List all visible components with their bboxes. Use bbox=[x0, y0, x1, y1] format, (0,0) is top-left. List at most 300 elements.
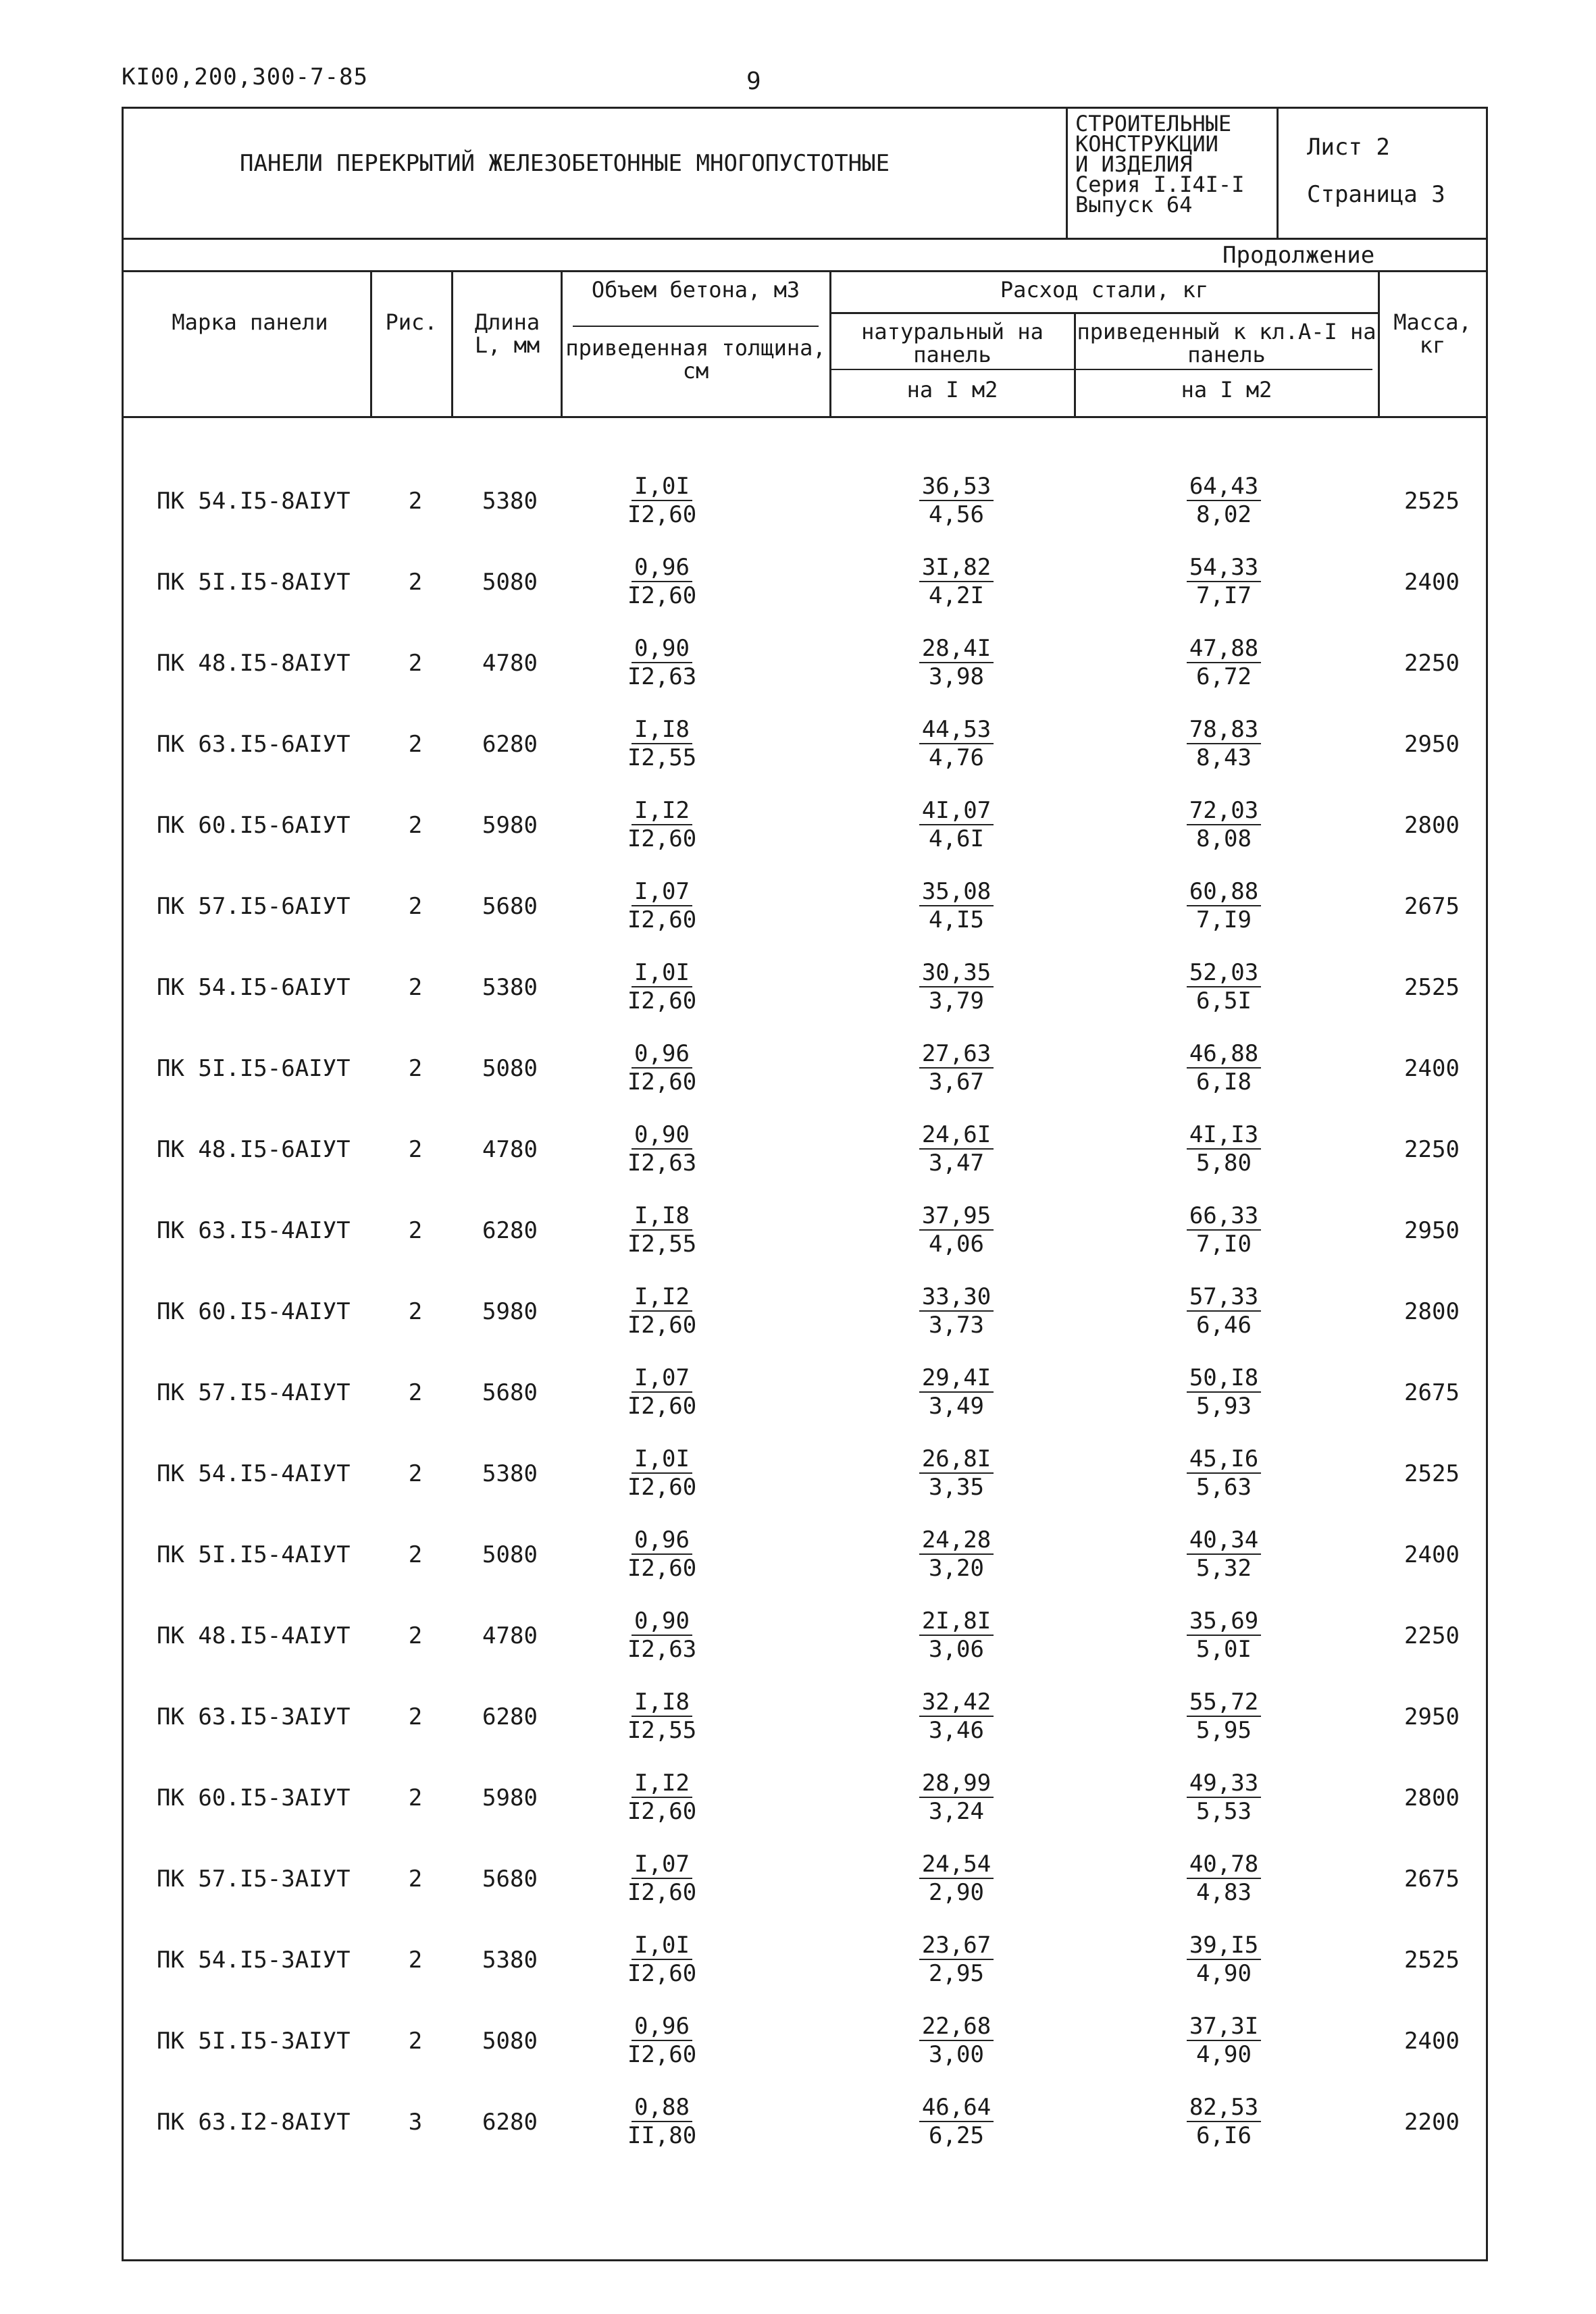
reduced-steel bbox=[1156, 959, 1291, 1014]
panel-length: 6280 bbox=[482, 1703, 538, 1730]
panel-mark: ПК 63.I5-4АIУТ bbox=[157, 1217, 351, 1244]
concrete-volume-thickness-denominator: I2,60 bbox=[627, 1312, 697, 1339]
natural-steel bbox=[889, 1770, 1024, 1825]
natural-steel-numerator: 2I,8I bbox=[919, 1608, 994, 1636]
reduced-steel-numerator: 50,I8 bbox=[1187, 1364, 1261, 1393]
concrete-volume-thickness bbox=[594, 1932, 729, 1987]
reduced-steel-numerator: 47,88 bbox=[1187, 635, 1261, 663]
header-col-div-5 bbox=[1074, 312, 1076, 417]
concrete-volume-thickness-numerator: 0,96 bbox=[632, 554, 692, 582]
panel-length: 5680 bbox=[482, 1866, 538, 1893]
concrete-volume-thickness-numerator: 0,90 bbox=[632, 1608, 692, 1636]
reduced-steel-numerator: 40,34 bbox=[1187, 1526, 1261, 1555]
reduced-steel-denominator: 5,32 bbox=[1196, 1555, 1252, 1582]
concrete-volume-thickness bbox=[594, 1689, 729, 1744]
panel-mass: 2675 bbox=[1404, 893, 1460, 920]
steel-sub-line bbox=[831, 312, 1378, 314]
concrete-volume-thickness-numerator: I,I8 bbox=[632, 1689, 692, 1717]
title-divider-1 bbox=[1066, 107, 1068, 239]
reduced-steel-denominator: 7,I7 bbox=[1196, 582, 1252, 609]
panel-mass: 2950 bbox=[1404, 731, 1460, 758]
header-reduced-thickness: приведенная толщина, см bbox=[565, 335, 826, 384]
concrete-volume-thickness bbox=[594, 716, 729, 771]
natural-steel-denominator: 4,06 bbox=[929, 1231, 984, 1258]
reduced-steel bbox=[1156, 1283, 1291, 1339]
concrete-volume-thickness-numerator: 0,96 bbox=[632, 1526, 692, 1555]
natural-steel bbox=[889, 716, 1024, 771]
concrete-volume-thickness bbox=[594, 1851, 729, 1906]
reduced-steel bbox=[1156, 2013, 1291, 2068]
panel-mark: ПК 5I.I5-8АIУТ bbox=[157, 569, 351, 596]
concrete-volume-thickness bbox=[594, 1364, 729, 1420]
reduced-steel-numerator: 57,33 bbox=[1187, 1283, 1261, 1312]
figure-number: 2 bbox=[408, 1136, 423, 1163]
panel-length: 5380 bbox=[482, 488, 538, 515]
panel-mark: ПК 54.I5-4АIУТ bbox=[157, 1460, 351, 1487]
series-line-5: Выпуск 64 bbox=[1075, 192, 1193, 217]
natural-steel bbox=[889, 1526, 1024, 1582]
concrete-volume-thickness bbox=[594, 1445, 729, 1501]
panel-length: 4780 bbox=[482, 1622, 538, 1649]
panel-length: 5980 bbox=[482, 1298, 538, 1325]
reduced-steel bbox=[1156, 878, 1291, 933]
frame-top-line bbox=[122, 107, 1488, 109]
frame-right-line bbox=[1486, 107, 1488, 2261]
header-natural: натуральный на панель bbox=[861, 319, 1044, 367]
panel-mass: 2250 bbox=[1404, 1136, 1460, 1163]
concrete-volume-thickness bbox=[594, 1608, 729, 1663]
concrete-volume-thickness bbox=[594, 1202, 729, 1258]
concrete-volume-thickness bbox=[594, 554, 729, 609]
reduced-steel-numerator: 55,72 bbox=[1187, 1689, 1261, 1717]
natural-steel-numerator: 36,53 bbox=[919, 473, 994, 501]
concrete-volume-thickness-numerator: I,I8 bbox=[632, 716, 692, 744]
concrete-volume-thickness-numerator: I,I2 bbox=[632, 1770, 692, 1798]
panel-mass: 2950 bbox=[1404, 1217, 1460, 1244]
panel-length: 5380 bbox=[482, 1947, 538, 1974]
natural-steel bbox=[889, 959, 1024, 1014]
figure-number: 2 bbox=[408, 2028, 423, 2055]
panel-mass: 2675 bbox=[1404, 1379, 1460, 1406]
concrete-volume-thickness bbox=[594, 878, 729, 933]
header-col-div-3 bbox=[561, 270, 563, 417]
natural-steel-denominator: 2,95 bbox=[929, 1960, 984, 1987]
natural-steel bbox=[889, 1932, 1024, 1987]
concrete-volume-thickness-numerator: I,I2 bbox=[632, 797, 692, 825]
series-block bbox=[1075, 113, 1244, 215]
reduced-steel-numerator: 66,33 bbox=[1187, 1202, 1261, 1231]
reduced-steel bbox=[1156, 473, 1291, 528]
panel-length: 5980 bbox=[482, 812, 538, 839]
reduced-steel-denominator: 8,02 bbox=[1196, 501, 1252, 528]
natural-steel-denominator: 3,00 bbox=[929, 2041, 984, 2068]
reduced-steel bbox=[1156, 1932, 1291, 1987]
reduced-steel bbox=[1156, 1770, 1291, 1825]
concrete-volume-thickness bbox=[594, 473, 729, 528]
reduced-steel-numerator: 52,03 bbox=[1187, 959, 1261, 987]
natural-steel-denominator: 4,56 bbox=[929, 501, 984, 528]
panel-mark: ПК 54.I5-8АIУТ bbox=[157, 488, 351, 515]
reduced-steel-denominator: 4,90 bbox=[1196, 2041, 1252, 2068]
header-col-div-4 bbox=[829, 270, 831, 417]
reduced-steel bbox=[1156, 554, 1291, 609]
concrete-volume-thickness bbox=[594, 1121, 729, 1177]
figure-number: 2 bbox=[408, 731, 423, 758]
header-bottom-line bbox=[122, 416, 1488, 418]
title-divider-2 bbox=[1277, 107, 1279, 239]
panel-mass: 2525 bbox=[1404, 974, 1460, 1001]
document-title: ПАНЕЛИ ПЕРЕКРЫТИЙ ЖЕЛЕЗОБЕТОННЫЕ МНОГОПУСТОТНЫЕ bbox=[240, 150, 890, 177]
reduced-steel-numerator: 60,88 bbox=[1187, 878, 1261, 906]
reduced-steel bbox=[1156, 1526, 1291, 1582]
continuation-label: Продолжение bbox=[1222, 242, 1375, 269]
panel-length: 4780 bbox=[482, 1136, 538, 1163]
natural-steel bbox=[889, 878, 1024, 933]
panel-mass: 2525 bbox=[1404, 488, 1460, 515]
panel-length: 5380 bbox=[482, 1460, 538, 1487]
panel-length: 5680 bbox=[482, 1379, 538, 1406]
panel-mass: 2950 bbox=[1404, 1703, 1460, 1730]
reduced-steel bbox=[1156, 1445, 1291, 1501]
header-mass: Масса, кг bbox=[1393, 309, 1472, 358]
concrete-volume-thickness-denominator: I2,60 bbox=[627, 1879, 697, 1906]
concrete-volume-thickness-denominator: I2,60 bbox=[627, 582, 697, 609]
concrete-volume-thickness-denominator: I2,60 bbox=[627, 825, 697, 852]
natural-steel bbox=[889, 797, 1024, 852]
header-per-m2-natural: на I м2 bbox=[906, 377, 998, 403]
panel-mass: 2675 bbox=[1404, 1866, 1460, 1893]
header-per-m2-reduced: на I м2 bbox=[1181, 377, 1272, 403]
reduced-steel-denominator: 4,83 bbox=[1196, 1879, 1252, 1906]
reduced-steel-numerator: 78,83 bbox=[1187, 716, 1261, 744]
reduced-steel-denominator: 5,63 bbox=[1196, 1474, 1252, 1501]
concrete-volume-thickness bbox=[594, 1283, 729, 1339]
concrete-volume-thickness bbox=[594, 1040, 729, 1096]
reduced-steel bbox=[1156, 1121, 1291, 1177]
header-fig: Рис. bbox=[385, 309, 438, 335]
natural-steel-denominator: 4,76 bbox=[929, 744, 984, 771]
concrete-volume-thickness-denominator: I2,60 bbox=[627, 1069, 697, 1096]
panel-mark: ПК 63.I5-3АIУТ bbox=[157, 1703, 351, 1730]
reduced-steel-denominator: 5,0I bbox=[1196, 1636, 1252, 1663]
concrete-volume-thickness-denominator: I2,63 bbox=[627, 663, 697, 690]
series-line-1: СТРОИТЕЛЬНЫЕ bbox=[1075, 111, 1232, 136]
natural-steel bbox=[889, 1202, 1024, 1258]
natural-steel-numerator: 24,54 bbox=[919, 1851, 994, 1879]
reduced-steel-denominator: 7,I9 bbox=[1196, 906, 1252, 933]
reduced-steel bbox=[1156, 1608, 1291, 1663]
natural-steel bbox=[889, 554, 1024, 609]
panel-mass: 2800 bbox=[1404, 812, 1460, 839]
figure-number: 2 bbox=[408, 1947, 423, 1974]
natural-steel-denominator: 3,67 bbox=[929, 1069, 984, 1096]
natural-sub-line bbox=[831, 369, 1074, 370]
natural-steel bbox=[889, 2013, 1024, 2068]
panel-mark: ПК 54.I5-6АIУТ bbox=[157, 974, 351, 1001]
reduced-steel-numerator: 40,78 bbox=[1187, 1851, 1261, 1879]
natural-steel bbox=[889, 1689, 1024, 1744]
reduced-steel-numerator: 64,43 bbox=[1187, 473, 1261, 501]
panel-length: 5080 bbox=[482, 1541, 538, 1568]
concrete-volume-thickness-numerator: I,I8 bbox=[632, 1202, 692, 1231]
concrete-volume-thickness-numerator: I,0I bbox=[632, 1445, 692, 1474]
panel-mark: ПК 60.I5-6АIУТ bbox=[157, 812, 351, 839]
figure-number: 2 bbox=[408, 1784, 423, 1811]
concrete-volume-thickness-denominator: I2,63 bbox=[627, 1636, 697, 1663]
natural-steel bbox=[889, 473, 1024, 528]
natural-steel-numerator: 3I,82 bbox=[919, 554, 994, 582]
panel-mark: ПК 54.I5-3АIУТ bbox=[157, 1947, 351, 1974]
natural-steel-numerator: 46,64 bbox=[919, 2094, 994, 2122]
reduced-steel-numerator: 82,53 bbox=[1187, 2094, 1261, 2122]
natural-steel-numerator: 22,68 bbox=[919, 2013, 994, 2041]
panel-length: 6280 bbox=[482, 1217, 538, 1244]
panel-mass: 2400 bbox=[1404, 569, 1460, 596]
panel-mass: 2525 bbox=[1404, 1947, 1460, 1974]
concrete-volume-thickness-numerator: I,07 bbox=[632, 1851, 692, 1879]
header-mark: Марка панели bbox=[172, 309, 328, 335]
concrete-volume-thickness-numerator: I,I2 bbox=[632, 1283, 692, 1312]
panel-length: 5080 bbox=[482, 2028, 538, 2055]
reduced-steel bbox=[1156, 1851, 1291, 1906]
concrete-volume-thickness bbox=[594, 1770, 729, 1825]
panel-length: 5680 bbox=[482, 893, 538, 920]
natural-steel-denominator: 3,49 bbox=[929, 1393, 984, 1420]
reduced-steel-denominator: 5,80 bbox=[1196, 1150, 1252, 1177]
panel-mark: ПК 57.I5-4АIУТ bbox=[157, 1379, 351, 1406]
panel-mass: 2400 bbox=[1404, 2028, 1460, 2055]
figure-number: 2 bbox=[408, 893, 423, 920]
reduced-steel-numerator: 39,I5 bbox=[1187, 1932, 1261, 1960]
concrete-volume-thickness-numerator: I,0I bbox=[632, 1932, 692, 1960]
panel-length: 6280 bbox=[482, 731, 538, 758]
panel-length: 5980 bbox=[482, 1784, 538, 1811]
panel-mark: ПК 57.I5-3АIУТ bbox=[157, 1866, 351, 1893]
natural-steel-denominator: 2,90 bbox=[929, 1879, 984, 1906]
figure-number: 2 bbox=[408, 650, 423, 677]
natural-steel-denominator: 3,20 bbox=[929, 1555, 984, 1582]
natural-steel-denominator: 3,47 bbox=[929, 1150, 984, 1177]
document-code: КI00,200,300-7-85 bbox=[122, 63, 368, 91]
figure-number: 2 bbox=[408, 1217, 423, 1244]
title-block-bottom-line bbox=[122, 238, 1488, 240]
concrete-volume-thickness bbox=[594, 1526, 729, 1582]
concrete-volume-thickness-denominator: I2,60 bbox=[627, 501, 697, 528]
header-length: Длина L, мм bbox=[474, 309, 540, 358]
reduced-steel bbox=[1156, 797, 1291, 852]
concrete-volume-thickness-numerator: 0,90 bbox=[632, 1121, 692, 1150]
natural-steel-denominator: 3,79 bbox=[929, 987, 984, 1014]
header-steel: Расход стали, кг bbox=[1000, 277, 1209, 303]
frame-left-line bbox=[122, 107, 124, 2261]
natural-steel-numerator: 24,28 bbox=[919, 1526, 994, 1555]
reduced-steel-denominator: 5,53 bbox=[1196, 1798, 1252, 1825]
panel-mass: 2250 bbox=[1404, 650, 1460, 677]
concrete-volume-thickness-numerator: I,0I bbox=[632, 959, 692, 987]
reduced-steel-denominator: 6,I6 bbox=[1196, 2122, 1252, 2149]
concrete-volume-thickness-numerator: 0,96 bbox=[632, 2013, 692, 2041]
page-number: 9 bbox=[746, 68, 761, 95]
figure-number: 3 bbox=[408, 2109, 423, 2136]
figure-number: 2 bbox=[408, 569, 423, 596]
reduced-steel-denominator: 5,93 bbox=[1196, 1393, 1252, 1420]
frame-bottom-line bbox=[122, 2259, 1488, 2261]
concrete-volume-thickness-numerator: 0,88 bbox=[632, 2094, 692, 2122]
panel-mark: ПК 63.I5-6АIУТ bbox=[157, 731, 351, 758]
reduced-steel bbox=[1156, 1040, 1291, 1096]
concrete-volume-thickness-denominator: I2,55 bbox=[627, 1231, 697, 1258]
panel-length: 5080 bbox=[482, 1055, 538, 1082]
natural-steel bbox=[889, 1445, 1024, 1501]
natural-steel bbox=[889, 1851, 1024, 1906]
panel-length: 4780 bbox=[482, 650, 538, 677]
reduced-steel-denominator: 4,90 bbox=[1196, 1960, 1252, 1987]
panel-mark: ПК 5I.I5-4АIУТ bbox=[157, 1541, 351, 1568]
figure-number: 2 bbox=[408, 1055, 423, 1082]
concrete-volume-thickness-numerator: 0,90 bbox=[632, 635, 692, 663]
concrete-volume-thickness-numerator: I,07 bbox=[632, 1364, 692, 1393]
concrete-volume-thickness bbox=[594, 2013, 729, 2068]
concrete-volume-thickness-numerator: I,0I bbox=[632, 473, 692, 501]
natural-steel-denominator: 6,25 bbox=[929, 2122, 984, 2149]
panel-mark: ПК 5I.I5-3АIУТ bbox=[157, 2028, 351, 2055]
natural-steel-numerator: 23,67 bbox=[919, 1932, 994, 1960]
natural-steel-numerator: 4I,07 bbox=[919, 797, 994, 825]
reduced-steel-denominator: 8,43 bbox=[1196, 744, 1252, 771]
natural-steel-numerator: 35,08 bbox=[919, 878, 994, 906]
reduced-steel-denominator: 7,I0 bbox=[1196, 1231, 1252, 1258]
natural-steel-denominator: 3,35 bbox=[929, 1474, 984, 1501]
concrete-volume-thickness-denominator: I2,60 bbox=[627, 1555, 697, 1582]
concrete-volume-thickness-denominator: I2,55 bbox=[627, 744, 697, 771]
panel-length: 6280 bbox=[482, 2109, 538, 2136]
panel-mass: 2800 bbox=[1404, 1784, 1460, 1811]
panel-mass: 2200 bbox=[1404, 2109, 1460, 2136]
reduced-steel-denominator: 6,72 bbox=[1196, 663, 1252, 690]
figure-number: 2 bbox=[408, 812, 423, 839]
concrete-volume-thickness-denominator: I2,60 bbox=[627, 906, 697, 933]
panel-mark: ПК 48.I5-4АIУТ bbox=[157, 1622, 351, 1649]
concrete-volume-thickness-denominator: I2,60 bbox=[627, 1474, 697, 1501]
reduced-steel-numerator: 46,88 bbox=[1187, 1040, 1261, 1069]
reduced-steel bbox=[1156, 1364, 1291, 1420]
panel-mass: 2400 bbox=[1404, 1541, 1460, 1568]
natural-steel-denominator: 3,24 bbox=[929, 1798, 984, 1825]
concrete-volume-thickness bbox=[594, 797, 729, 852]
concrete-volume-thickness-denominator: I2,63 bbox=[627, 1150, 697, 1177]
concrete-volume-thickness-numerator: I,07 bbox=[632, 878, 692, 906]
reduced-steel-numerator: 37,3I bbox=[1187, 2013, 1261, 2041]
series-line-2: КОНСТРУКЦИИ bbox=[1075, 131, 1218, 157]
panel-length: 5080 bbox=[482, 569, 538, 596]
panel-mark: ПК 5I.I5-6АIУТ bbox=[157, 1055, 351, 1082]
concrete-volume-thickness bbox=[594, 2094, 729, 2149]
concrete-volume-thickness-denominator: I2,60 bbox=[627, 1393, 697, 1420]
figure-number: 2 bbox=[408, 1541, 423, 1568]
figure-number: 2 bbox=[408, 974, 423, 1001]
natural-steel-numerator: 29,4I bbox=[919, 1364, 994, 1393]
natural-steel-numerator: 32,42 bbox=[919, 1689, 994, 1717]
natural-steel bbox=[889, 1364, 1024, 1420]
natural-steel-denominator: 4,6I bbox=[929, 825, 984, 852]
concrete-volume-thickness-denominator: I2,60 bbox=[627, 1798, 697, 1825]
concrete-volume-thickness bbox=[594, 959, 729, 1014]
concrete-volume-thickness-numerator: 0,96 bbox=[632, 1040, 692, 1069]
reduced-steel bbox=[1156, 716, 1291, 771]
reduced-steel bbox=[1156, 1689, 1291, 1744]
reduced-steel-denominator: 5,95 bbox=[1196, 1717, 1252, 1744]
panel-mark: ПК 57.I5-6АIУТ bbox=[157, 893, 351, 920]
header-concrete: Объем бетона, м3 bbox=[591, 277, 800, 303]
header-col-div-1 bbox=[370, 270, 372, 417]
panel-mass: 2525 bbox=[1404, 1460, 1460, 1487]
concrete-sub-line bbox=[573, 326, 819, 327]
concrete-volume-thickness-denominator: I2,60 bbox=[627, 1960, 697, 1987]
header-reduced-a1: приведенный к кл.А-I на панель bbox=[1077, 319, 1376, 367]
figure-number: 2 bbox=[408, 1298, 423, 1325]
reduced-steel-numerator: 45,I6 bbox=[1187, 1445, 1261, 1474]
natural-steel-denominator: 4,2I bbox=[929, 582, 984, 609]
natural-steel bbox=[889, 1040, 1024, 1096]
natural-steel-numerator: 28,4I bbox=[919, 635, 994, 663]
natural-steel-numerator: 28,99 bbox=[919, 1770, 994, 1798]
reduced-steel-numerator: 49,33 bbox=[1187, 1770, 1261, 1798]
concrete-volume-thickness-denominator: I2,60 bbox=[627, 2041, 697, 2068]
natural-steel-numerator: 26,8I bbox=[919, 1445, 994, 1474]
series-line-3: И ИЗДЕЛИЯ bbox=[1075, 151, 1193, 177]
natural-steel bbox=[889, 1608, 1024, 1663]
concrete-volume-thickness-denominator: II,80 bbox=[627, 2122, 697, 2149]
concrete-volume-thickness-denominator: I2,60 bbox=[627, 987, 697, 1014]
natural-steel-numerator: 44,53 bbox=[919, 716, 994, 744]
reduced-steel-denominator: 8,08 bbox=[1196, 825, 1252, 852]
figure-number: 2 bbox=[408, 488, 423, 515]
natural-steel-denominator: 4,I5 bbox=[929, 906, 984, 933]
header-top-line bbox=[122, 270, 1488, 272]
panel-mass: 2800 bbox=[1404, 1298, 1460, 1325]
panel-mass: 2250 bbox=[1404, 1622, 1460, 1649]
natural-steel bbox=[889, 635, 1024, 690]
concrete-volume-thickness bbox=[594, 635, 729, 690]
reduced-steel bbox=[1156, 1202, 1291, 1258]
natural-steel bbox=[889, 2094, 1024, 2149]
natural-steel-numerator: 24,6I bbox=[919, 1121, 994, 1150]
reduced-steel-numerator: 72,03 bbox=[1187, 797, 1261, 825]
natural-steel-numerator: 37,95 bbox=[919, 1202, 994, 1231]
panel-length: 5380 bbox=[482, 974, 538, 1001]
panel-mark: ПК 48.I5-8АIУТ bbox=[157, 650, 351, 677]
reduced-steel-numerator: 35,69 bbox=[1187, 1608, 1261, 1636]
reduced-steel-numerator: 54,33 bbox=[1187, 554, 1261, 582]
natural-steel bbox=[889, 1121, 1024, 1177]
natural-steel-denominator: 3,73 bbox=[929, 1312, 984, 1339]
header-col-div-6 bbox=[1378, 270, 1380, 417]
page-label: Страница 3 bbox=[1307, 181, 1445, 208]
natural-steel-numerator: 33,30 bbox=[919, 1283, 994, 1312]
panel-mark: ПК 48.I5-6АIУТ bbox=[157, 1136, 351, 1163]
figure-number: 2 bbox=[408, 1379, 423, 1406]
header-col-div-2 bbox=[451, 270, 453, 417]
reduced-steel-numerator: 4I,I3 bbox=[1187, 1121, 1261, 1150]
reduced-sub-line bbox=[1075, 369, 1372, 370]
figure-number: 2 bbox=[408, 1866, 423, 1893]
reduced-steel-denominator: 6,5I bbox=[1196, 987, 1252, 1014]
natural-steel-denominator: 3,98 bbox=[929, 663, 984, 690]
reduced-steel bbox=[1156, 2094, 1291, 2149]
panel-mark: ПК 60.I5-4АIУТ bbox=[157, 1298, 351, 1325]
panel-mark: ПК 60.I5-3АIУТ bbox=[157, 1784, 351, 1811]
figure-number: 2 bbox=[408, 1703, 423, 1730]
